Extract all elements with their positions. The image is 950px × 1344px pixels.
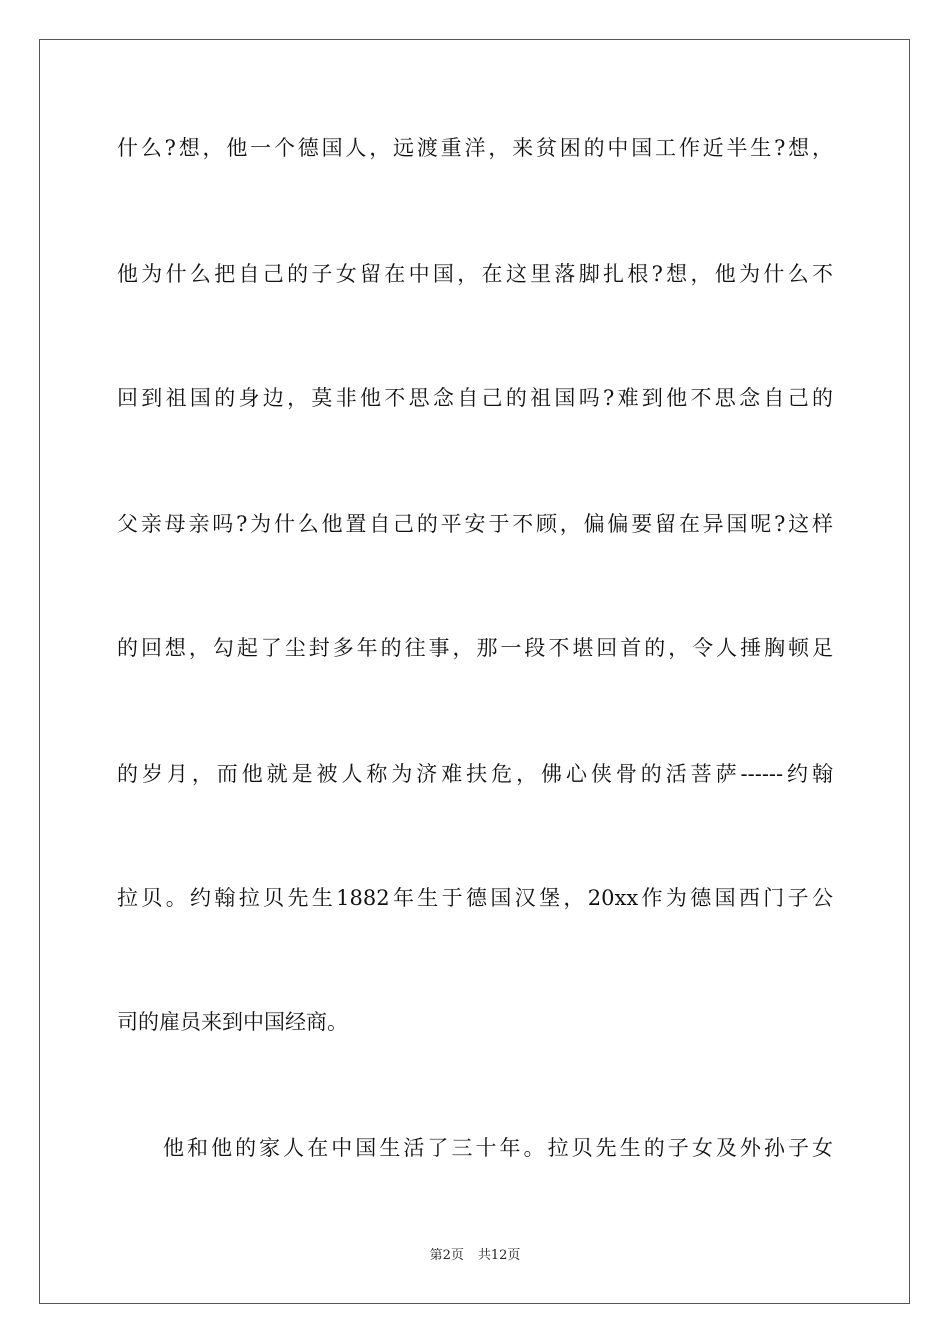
text-line: 回到祖国的身边，莫非他不思念自己的祖国吗?难到他不思念自己的 — [117, 386, 833, 410]
text-line: 什么?想，他一个德国人，远渡重洋，来贫困的中国工作近半生?想， — [117, 136, 833, 160]
text-line: 的岁月，而他就是被人称为济难扶危，佛心侠骨的活菩萨------约翰 — [117, 762, 833, 786]
text-line: 父亲母亲吗?为什么他置自己的平安于不顾，偏偏要留在异国呢?这样 — [117, 512, 833, 536]
text-line: 司的雇员来到中国经商。 — [117, 1010, 348, 1034]
page-border — [39, 39, 910, 1304]
text-line: 他为什么把自己的子女留在中国，在这里落脚扎根?想，他为什么不 — [117, 262, 833, 286]
text-line: 的回想，勾起了尘封多年的往事，那一段不堪回首的，令人捶胸顿足 — [117, 636, 833, 660]
page-total: 共12页 — [477, 1248, 521, 1263]
page-footer — [0, 1247, 950, 1265]
text-line-indented: 他和他的家人在中国生活了三十年。拉贝先生的子女及外孙子女 — [163, 1136, 833, 1160]
text-line: 拉贝。约翰拉贝先生1882年生于德国汉堡，20xx作为德国西门子公 — [117, 886, 833, 910]
page-number: 第2页 — [429, 1248, 464, 1263]
